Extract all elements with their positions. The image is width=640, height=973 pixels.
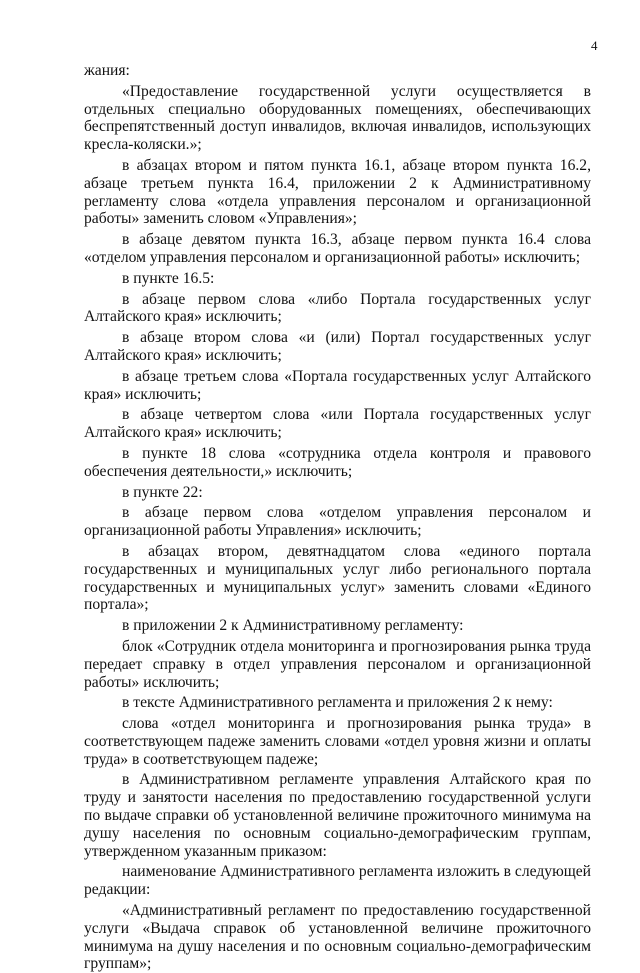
paragraph: в абзацах втором и пятом пункта 16.1, абзаце втором пункта 16.2, абзаце третьем пункта 16.4, приложении 2 к Административному регламенту слова «отдела управления персоналом и организационной работы» заменить словом «Управления»; — [84, 156, 591, 228]
paragraph: наименование Административного регламента изложить в следующей редакции: — [84, 863, 591, 899]
paragraph: жания: — [84, 62, 130, 79]
paragraph: в абзаце девятом пункта 16.3, абзаце первом пункта 16.4 слова «отделом управления персоналом и организационной работы» исключить; — [84, 231, 591, 266]
paragraph: «Предоставление государственной услуги осуществляется в отдельных специально оборудованных помещениях, обеспечивающих беспрепятственный доступ инвалидов, включая инвалидов, использующих кресла-коляски.»; — [84, 82, 591, 154]
page-number: 4 — [591, 38, 598, 53]
paragraph: в абзацах втором, девятнадцатом слова «единого портала государственных и муниципальных услуг либо регионального портала государственных и муниципальных услуг» заменить словами «Единого портала»; — [84, 542, 591, 614]
paragraph: в абзаце первом слова «либо Портала государственных услуг Алтайского края» исключить; — [84, 290, 591, 326]
paragraph: в приложении 2 к Административному регламенту: — [122, 617, 464, 635]
paragraph: в пункте 22: — [122, 483, 203, 501]
paragraph: слова «отдел мониторинга и прогнозирования рынка труда» в соответствующем падеже заменить словами «отдел уровня жизни и оплаты труда» в соответствующем падеже; — [84, 715, 591, 768]
paragraph: блок «Сотрудник отдела мониторинга и прогнозирования рынка труда передает справку в отдел управления персоналом и организационной работы» исключить; — [84, 637, 591, 691]
paragraph: в тексте Административного регламента и приложения 2 к нему: — [122, 694, 553, 712]
paragraph: в абзаце третьем слова «Портала государственных услуг Алтайского края» исключить; — [84, 367, 591, 403]
paragraph: «Административный регламент по предоставлению государственной услуги «Выдача справок об установленной величине прожиточного минимума на душу населения и по основным социально-демографическим группам»; — [84, 902, 591, 973]
paragraph: в абзаце втором слова «и (или) Портал государственных услуг Алтайского края» исключить; — [84, 329, 591, 364]
paragraph: в пункте 16.5: — [122, 269, 215, 287]
paragraph: в Административном регламенте управления Алтайского края по труду и занятости населения по предоставлению государственной услуги по выдаче справки об установленной величине прожиточного минимума на душу населения по основным социально-демографическим группам, утвержденном указанным приказом: — [84, 771, 591, 860]
document-body — [84, 62, 591, 973]
paragraph: в абзаце четвертом слова «или Портала государственных услуг Алтайского края» исключить; — [84, 406, 591, 442]
paragraph: в пункте 18 слова «сотрудника отдела контроля и правового обеспечения деятельности,» исключить; — [84, 444, 591, 480]
paragraph: в абзаце первом слова «отделом управления персоналом и организационной работы Управления» исключить; — [84, 504, 591, 540]
